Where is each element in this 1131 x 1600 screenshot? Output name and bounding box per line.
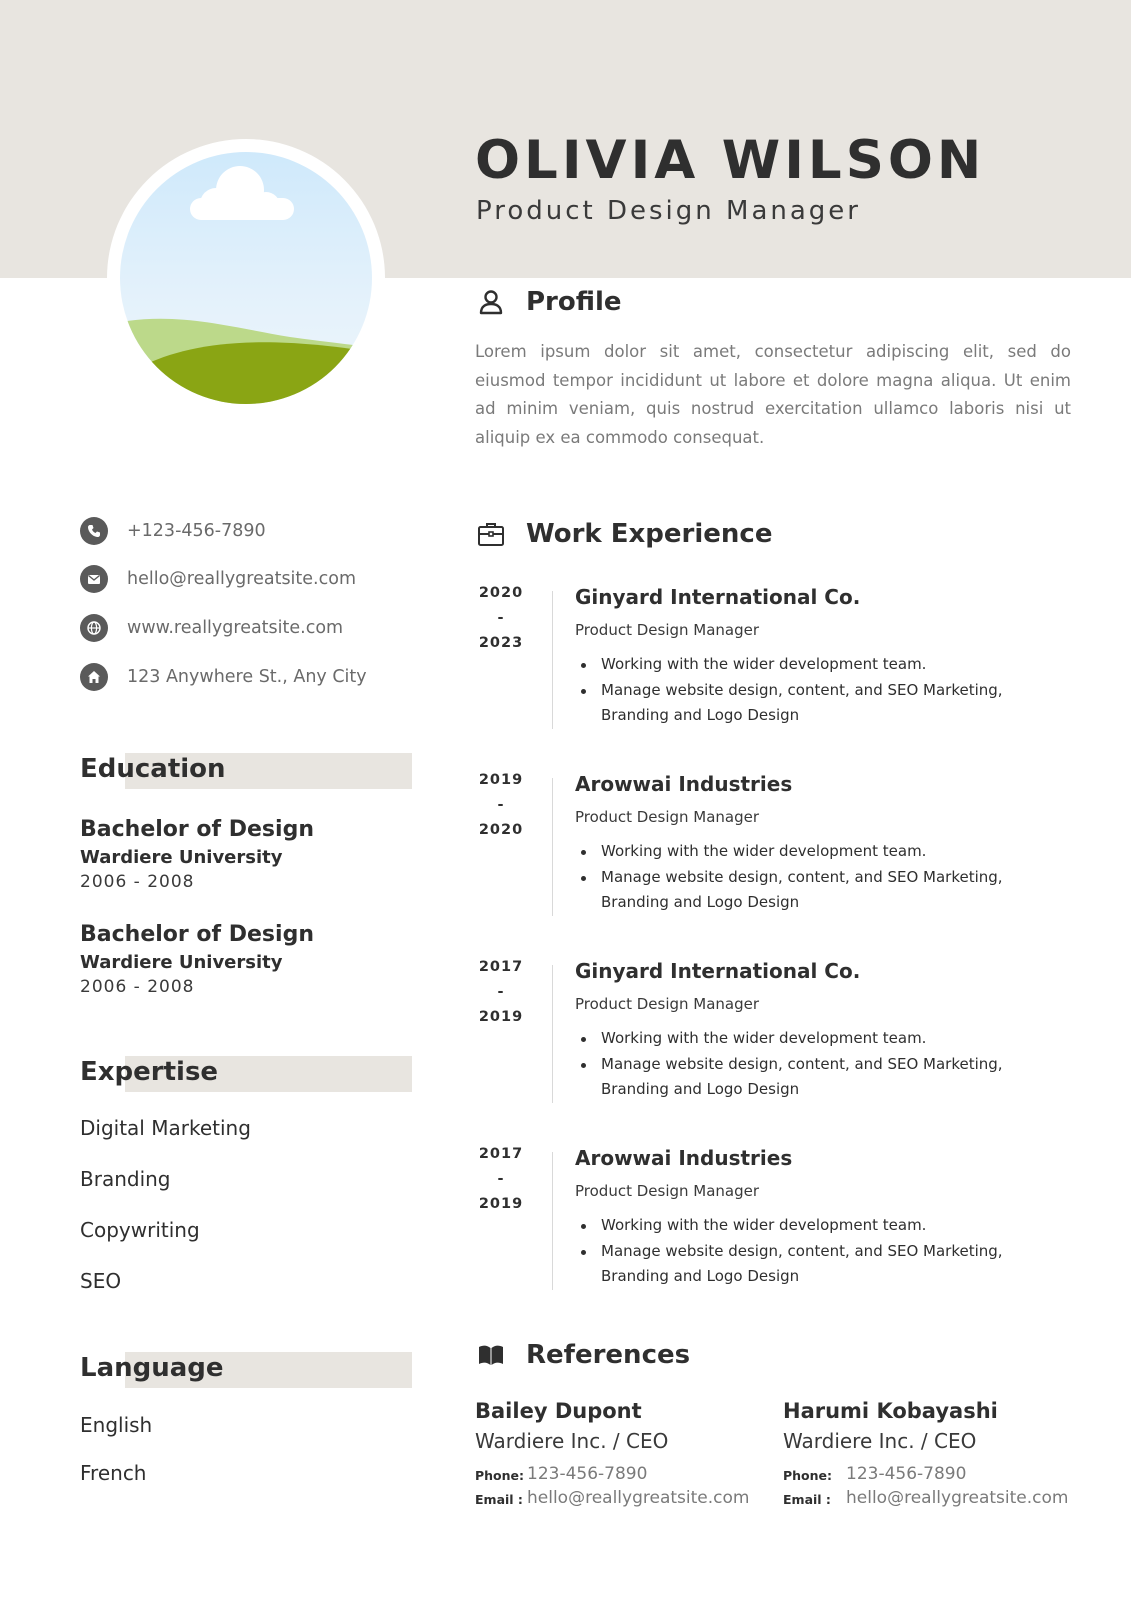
profile-heading bbox=[474, 285, 622, 319]
person-icon bbox=[474, 285, 508, 319]
profile-title: Profile bbox=[526, 287, 622, 317]
job-end-year: 2019 bbox=[478, 1009, 524, 1025]
timeline-divider bbox=[552, 1152, 553, 1290]
phone-label: Phone: bbox=[475, 1468, 525, 1483]
job-end-year: 2023 bbox=[478, 635, 524, 651]
job-bullet: Manage website design, content, and SEO Marketing, Branding and Logo Design bbox=[575, 1239, 1035, 1290]
timeline-divider bbox=[552, 591, 553, 729]
expertise-item: Digital Marketing bbox=[80, 1116, 251, 1140]
job-bullet: Manage website design, content, and SEO Marketing, Branding and Logo Design bbox=[575, 1052, 1035, 1103]
email-text[interactable]: hello@reallygreatsite.com bbox=[127, 569, 356, 589]
job-year-separator: - bbox=[497, 797, 505, 813]
candidate-name: OLIVIA WILSON bbox=[475, 130, 986, 191]
email-label: Email : bbox=[783, 1492, 831, 1507]
education-years: 2006 - 2008 bbox=[80, 977, 195, 997]
phone-label: Phone: bbox=[783, 1468, 833, 1483]
references-heading bbox=[474, 1338, 690, 1372]
job-bullets bbox=[575, 839, 1035, 916]
reference-name: Bailey Dupont bbox=[475, 1399, 642, 1423]
phone-text: +123-456-7890 bbox=[127, 521, 266, 541]
job-bullet: Working with the wider development team. bbox=[575, 1026, 1035, 1052]
degree: Bachelor of Design bbox=[80, 922, 314, 947]
job-bullets bbox=[575, 1026, 1035, 1103]
profile-photo bbox=[120, 152, 372, 404]
job-company: Ginyard International Co. bbox=[575, 585, 861, 609]
reference-card bbox=[783, 1396, 1083, 1512]
education-item bbox=[80, 920, 314, 1000]
job-year-separator: - bbox=[497, 984, 505, 1000]
education-heading bbox=[80, 753, 412, 789]
reference-phone-row bbox=[475, 1464, 775, 1488]
expertise-title: Expertise bbox=[80, 1057, 219, 1087]
website-text[interactable]: www.reallygreatsite.com bbox=[127, 618, 344, 638]
language-heading bbox=[80, 1352, 412, 1388]
reference-company: Wardiere Inc. / CEO bbox=[783, 1429, 977, 1453]
job-year-separator: - bbox=[497, 1171, 505, 1187]
job-start-year: 2017 bbox=[478, 959, 524, 975]
expertise-item: Copywriting bbox=[80, 1218, 200, 1242]
reference-card bbox=[475, 1396, 775, 1512]
contact-phone bbox=[80, 517, 266, 545]
job-start-year: 2017 bbox=[478, 1146, 524, 1162]
school: Wardiere University bbox=[80, 847, 283, 868]
job-start-year: 2020 bbox=[478, 585, 524, 601]
landscape-illustration bbox=[120, 152, 372, 404]
job-entry bbox=[470, 583, 1070, 729]
reference-email[interactable]: hello@reallygreatsite.com bbox=[846, 1488, 1069, 1508]
school: Wardiere University bbox=[80, 952, 283, 973]
expertise-heading bbox=[80, 1056, 412, 1092]
envelope-icon bbox=[80, 565, 108, 593]
education-title: Education bbox=[80, 754, 226, 784]
candidate-title: Product Design Manager bbox=[476, 196, 861, 226]
contact-address bbox=[80, 663, 367, 691]
job-bullet: Working with the wider development team. bbox=[575, 652, 1035, 678]
job-role: Product Design Manager bbox=[575, 621, 760, 639]
job-bullet: Working with the wider development team. bbox=[575, 1213, 1035, 1239]
reference-company: Wardiere Inc. / CEO bbox=[475, 1429, 669, 1453]
job-role: Product Design Manager bbox=[575, 995, 760, 1013]
reference-email-row bbox=[475, 1488, 775, 1512]
language-title: Language bbox=[80, 1353, 224, 1383]
job-bullet: Working with the wider development team. bbox=[575, 839, 1035, 865]
job-years bbox=[470, 1144, 532, 1219]
timeline-divider bbox=[552, 965, 553, 1103]
expertise-item: SEO bbox=[80, 1269, 122, 1293]
job-start-year: 2019 bbox=[478, 772, 524, 788]
job-bullets bbox=[575, 1213, 1035, 1290]
work-title: Work Experience bbox=[526, 519, 773, 549]
home-icon bbox=[80, 663, 108, 691]
job-bullets bbox=[575, 652, 1035, 729]
expertise-item: Branding bbox=[80, 1167, 171, 1191]
job-bullet: Manage website design, content, and SEO Marketing, Branding and Logo Design bbox=[575, 678, 1035, 729]
degree: Bachelor of Design bbox=[80, 817, 314, 842]
cloud-icon bbox=[190, 166, 294, 220]
address-text: 123 Anywhere St., Any City bbox=[127, 667, 367, 687]
job-bullet: Manage website design, content, and SEO Marketing, Branding and Logo Design bbox=[575, 865, 1035, 916]
job-years bbox=[470, 770, 532, 845]
reference-email-row bbox=[783, 1488, 1083, 1512]
job-entry bbox=[470, 1144, 1070, 1290]
job-entry bbox=[470, 770, 1070, 916]
contact-website bbox=[80, 614, 343, 642]
reference-phone: 123-456-7890 bbox=[527, 1464, 648, 1484]
language-item: English bbox=[80, 1413, 153, 1437]
reference-email[interactable]: hello@reallygreatsite.com bbox=[527, 1488, 750, 1508]
globe-icon bbox=[80, 614, 108, 642]
references-title: References bbox=[526, 1340, 691, 1370]
reference-phone: 123-456-7890 bbox=[846, 1464, 967, 1484]
book-icon bbox=[474, 1338, 508, 1372]
job-company: Ginyard International Co. bbox=[575, 959, 861, 983]
education-item bbox=[80, 815, 314, 895]
briefcase-icon bbox=[474, 517, 508, 551]
job-year-separator: - bbox=[497, 610, 505, 626]
profile-text: Lorem ipsum dolor sit amet, consectetur adipiscing elit, sed do eiusmod tempor incididunt ut labore et dolore magna aliqua. Ut enim ad minim veniam, quis nostrud exercitation ullamco laboris nisi ut aliquip ex ea commodo consequat. bbox=[475, 342, 1071, 447]
phone-icon bbox=[80, 517, 108, 545]
work-heading bbox=[474, 517, 772, 551]
job-role: Product Design Manager bbox=[575, 1182, 760, 1200]
job-company: Arowwai Industries bbox=[575, 772, 793, 796]
job-entry bbox=[470, 957, 1070, 1103]
contact-email bbox=[80, 565, 356, 593]
reference-phone-row bbox=[783, 1464, 1083, 1488]
email-label: Email : bbox=[475, 1492, 523, 1507]
job-years bbox=[470, 957, 532, 1032]
job-years bbox=[470, 583, 532, 658]
job-company: Arowwai Industries bbox=[575, 1146, 793, 1170]
job-end-year: 2020 bbox=[478, 822, 524, 838]
timeline-divider bbox=[552, 778, 553, 916]
education-years: 2006 - 2008 bbox=[80, 872, 195, 892]
job-end-year: 2019 bbox=[478, 1196, 524, 1212]
reference-name: Harumi Kobayashi bbox=[783, 1399, 998, 1423]
job-role: Product Design Manager bbox=[575, 808, 760, 826]
language-item: French bbox=[80, 1461, 147, 1485]
